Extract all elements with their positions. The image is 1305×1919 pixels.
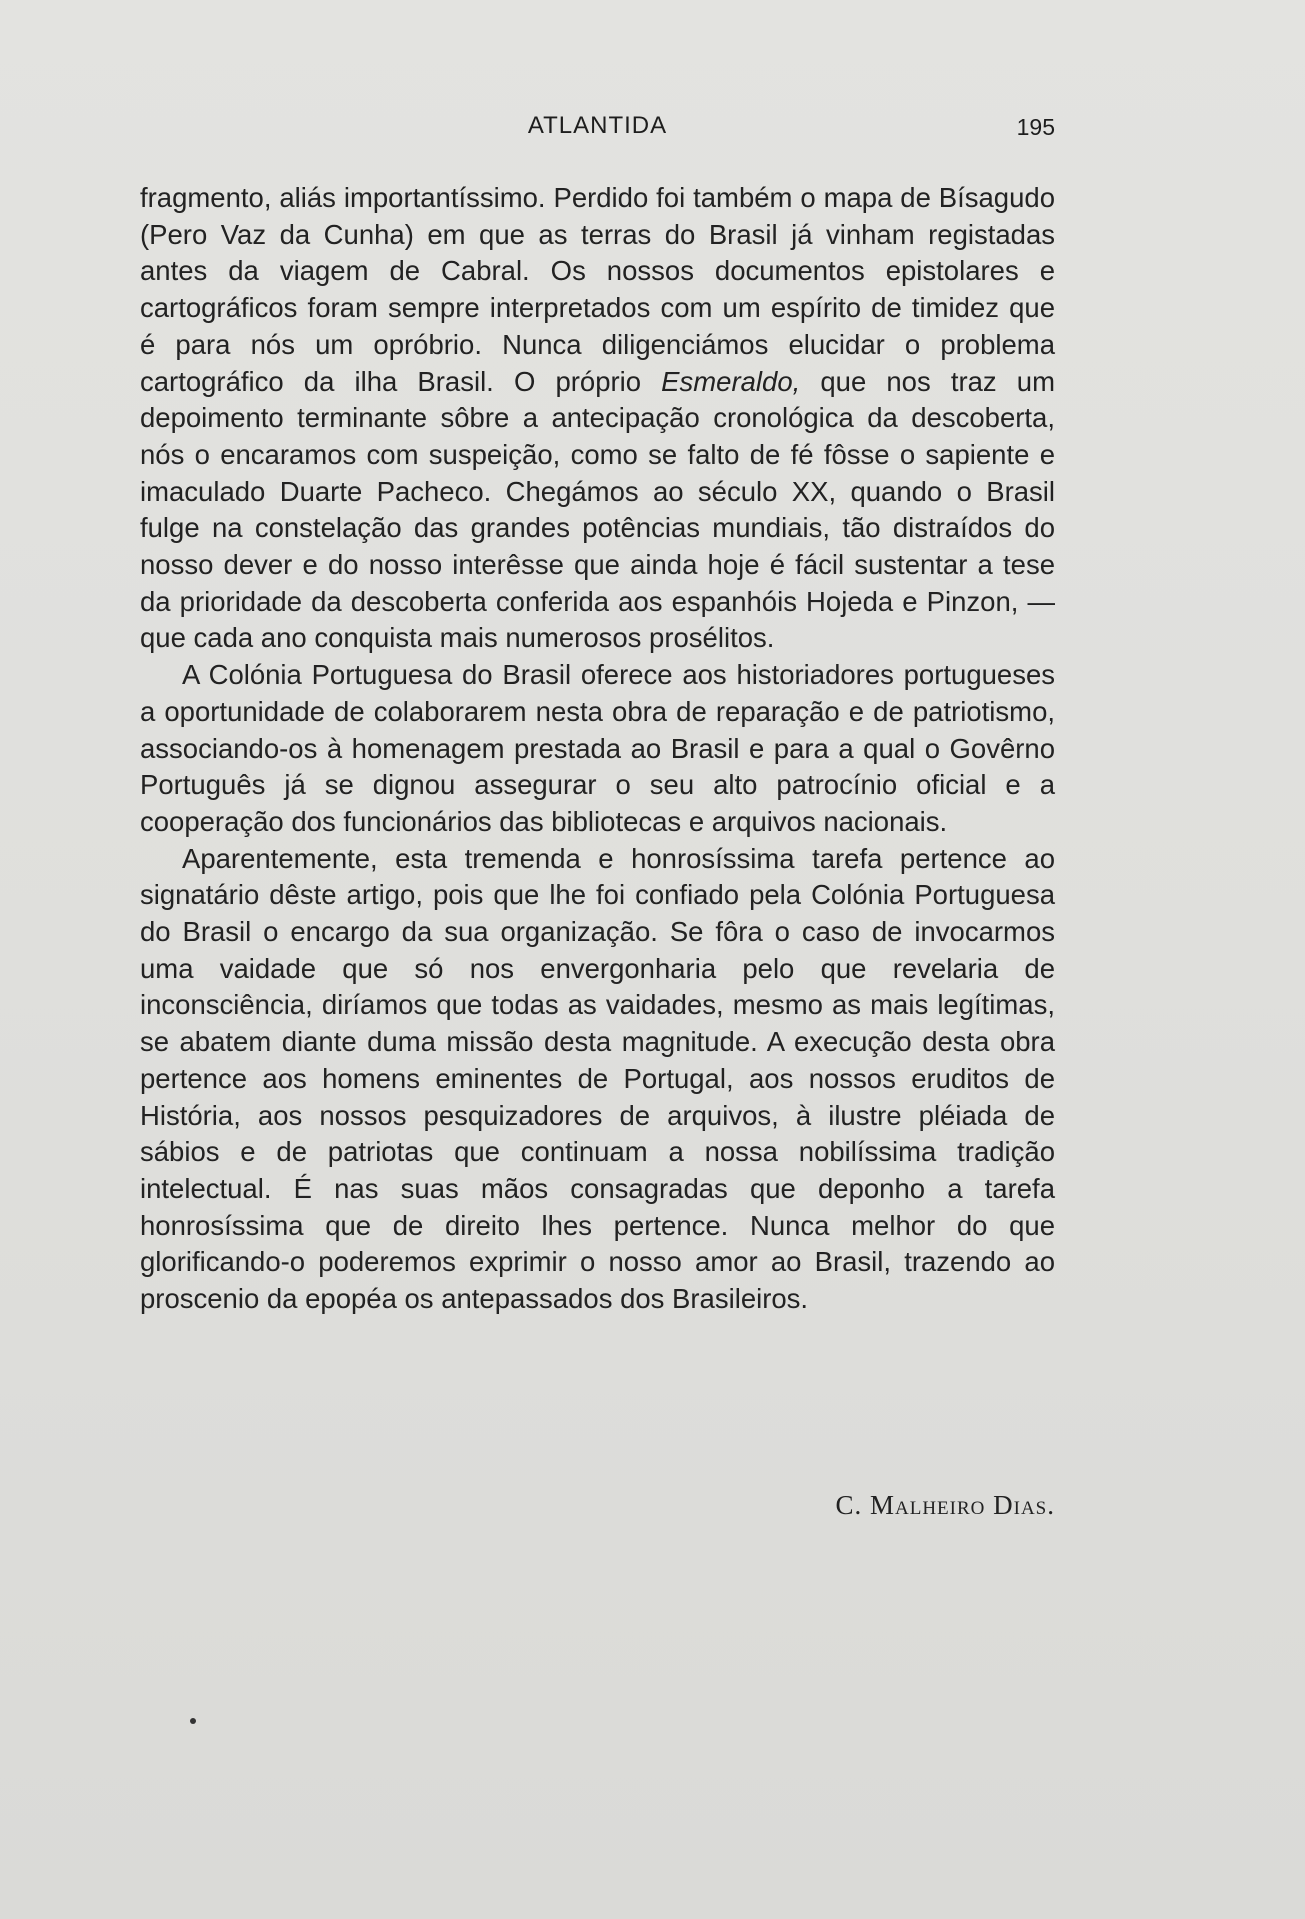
paragraph-text: A Colónia Portuguesa do Brasil oferece aos historiadores portugueses a oportunidade de colaborarem nesta obra de reparação e de patriotismo, associando-os à homenagem prestada ao Brasil e para a qual o Govêrno Português já se dignou assegurar o seu alto patrocínio oficial e a cooperação dos funcionários das bibliotecas e arquivos nacionais.	[140, 659, 1055, 837]
running-header	[140, 112, 1055, 152]
paragraph-text: fragmento, aliás importantíssimo. Perdido foi também o mapa de Bísagudo (Pero Vaz da Cunha) em que as terras do Brasil já vinham registadas antes da viagem de Cabral. Os nossos documentos epistolares e cartográficos foram sempre interpretados com um espírito de timidez que é para nós um opróbrio. Nunca diligenciámos elucidar o problema cartográfico da ilha Brasil. O próprio	[140, 182, 1055, 397]
paragraph	[140, 180, 1055, 657]
paragraph	[140, 841, 1055, 1318]
ink-speck	[190, 1718, 196, 1724]
journal-title: ATLANTIDA	[527, 112, 668, 139]
author-signature: C. Malheiro Dias.	[835, 1490, 1055, 1520]
italic-title: Esmeraldo,	[661, 365, 801, 397]
page-number: 195	[1016, 114, 1055, 140]
article-body	[140, 180, 1055, 1318]
paragraph	[140, 657, 1055, 841]
paragraph-text: Aparentemente, esta tremenda e honrosíssima tarefa pertence ao signatário dêste artigo, pois que lhe foi confiado pela Colónia Portuguesa do Brasil o encargo da sua organização. Se fôra o caso de invocarmos uma vaidade que só nos envergonharia pelo que revelaria de inconsciência, diríamos que todas as vaidades, mesmo as mais legítimas, se abatem diante duma missão desta magnitude. A execução desta obra pertence aos homens eminentes de Portugal, aos nossos eruditos de História, aos nossos pesquizadores de arquivos, à ilustre pléiada de sábios e de patriotas que continuam a nossa nobilíssima tradição intelectual. É nas suas mãos consagradas que deponho a tarefa honrosíssima que de direito lhes pertence. Nunca melhor do que glorificando-o poderemos exprimir o nosso amor ao Brasil, trazendo ao proscenio da epopéa os antepassados dos Brasileiros.	[140, 842, 1055, 1315]
paragraph-text: que nos traz um depoimento terminante sôbre a antecipação cronológica da descoberta, nós o encaramos com suspeição, como se falto de fé fôsse o sapiente e imaculado Duarte Pacheco. Chegámos ao século XX, quando o Brasil fulge na constelação das grandes potências mundiais, tão distraídos do nosso dever e do nosso interêsse que ainda hoje é fácil sustentar a tese da prioridade da descoberta conferida aos espanhóis Hojeda e Pinzon, — que cada ano conquista mais numerosos prosélitos.	[140, 365, 1055, 654]
